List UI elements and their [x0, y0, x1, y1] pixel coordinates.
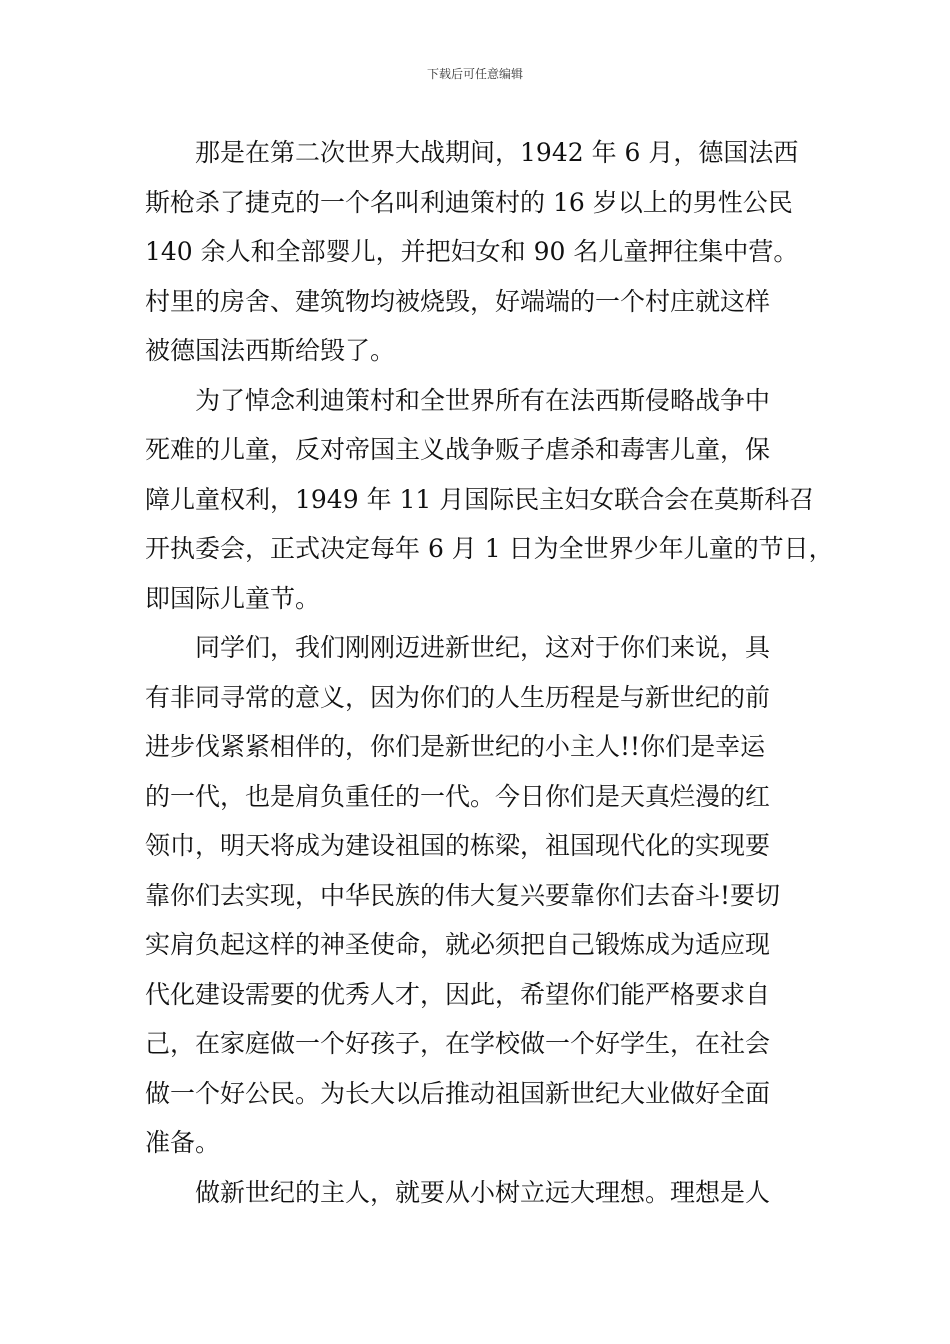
text-line: 领巾，明天将成为建设祖国的栋梁，祖国现代化的实现要	[145, 831, 771, 860]
text-line: 140 余人和全部婴儿，并把妇女和 90 名儿童押往集中营。	[145, 237, 799, 266]
text-line: 代化建设需要的优秀人才，因此，希望你们能严格要求自	[145, 979, 771, 1009]
text-line: 有非同寻常的意义，因为你们的人生历程是与新世纪的前	[145, 682, 771, 712]
text-line: 做新世纪的主人，就要从小树立远大理想。理想是人	[195, 1177, 771, 1207]
paragraph	[145, 1168, 815, 1218]
paragraph	[145, 128, 815, 376]
text-line: 为了悼念利迪策村和全世界所有在法西斯侵略战争中	[195, 385, 771, 415]
paragraph	[145, 376, 834, 624]
page-header: 下载后可任意编辑	[426, 67, 523, 81]
text-line: 准备。	[145, 1128, 221, 1157]
text-line: 实肩负起这样的神圣使命，就必须把自己锻炼成为适应现	[145, 930, 771, 959]
paragraph	[145, 623, 815, 1168]
text-line: 斯枪杀了捷克的一个名叫利迪策村的 16 岁以上的男性公民	[145, 187, 793, 217]
text-line: 村里的房舍、建筑物均被烧毁，好端端的一个村庄就这样	[145, 286, 771, 316]
text-line: 进步伐紧紧相伴的，你们是新世纪的小主人!!你们是幸运	[145, 732, 766, 761]
document-body	[145, 128, 834, 1217]
text-line: 的一代，也是肩负重任的一代。今日你们是天真烂漫的红	[145, 781, 771, 811]
text-line: 被德国法西斯给毁了。	[145, 336, 396, 365]
text-line: 那是在第二次世界大战期间，1942 年 6 月，德国法西	[195, 138, 799, 167]
text-line: 己，在家庭做一个好孩子，在学校做一个好学生，在社会	[145, 1029, 771, 1058]
text-line: 死难的儿童，反对帝国主义战争贩子虐杀和毒害儿童，保	[145, 435, 771, 464]
text-line: 开执委会，正式决定每年 6 月 1 日为全世界少年儿童的节日，	[145, 534, 834, 563]
text-line: 即国际儿童节。	[145, 583, 321, 613]
text-line: 做一个好公民。为长大以后推动祖国新世纪大业做好全面	[145, 1078, 771, 1108]
text-line: 同学们，我们刚刚迈进新世纪，这对于你们来说，具	[195, 633, 771, 662]
text-line: 障儿童权利，1949 年 11 月国际民主妇女联合会在莫斯科召	[145, 484, 815, 514]
text-line: 靠你们去实现，中华民族的伟大复兴要靠你们去奋斗!要切	[145, 880, 781, 910]
